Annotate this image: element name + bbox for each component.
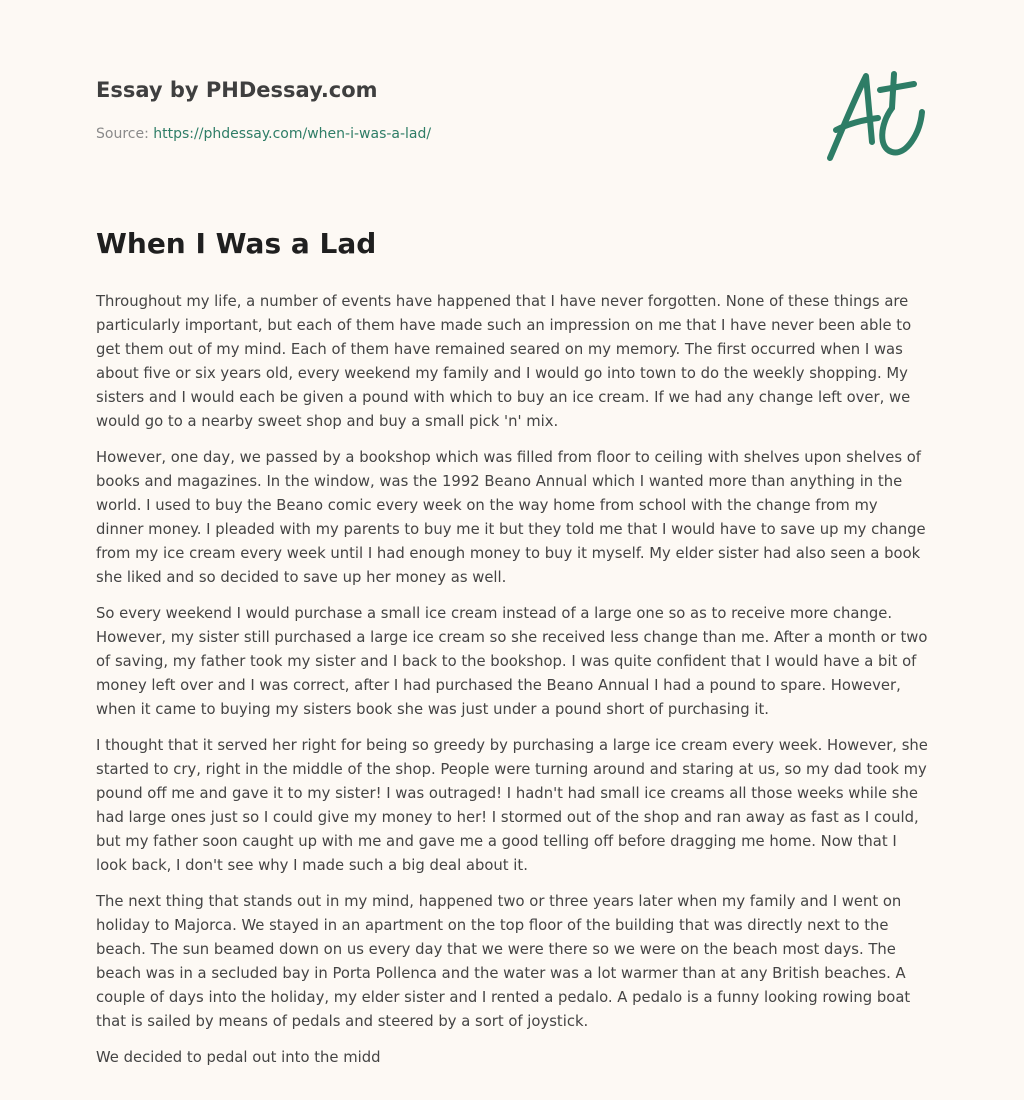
essay-paragraph: I thought that it served her right for being so greedy by purchasing a large ice cream every week. However, she started to cry, right in the middle of the shop. People were turning around and staring at us, so my dad took my pound off me and gave it to my sister! I was outraged! I hadn't had small ice creams all those weeks while she had large ones just so I could give my money to her! I stormed out of the shop and ran away as fast as I could, but my father soon caught up with me and gave me a good telling off before dragging me home. Now that I look back, I don't see why I made such a big deal about it. (96, 737, 928, 874)
essay-paragraph: So every weekend I would purchase a small ice cream instead of a large one so as to receive more change. However, my sister still purchased a large ice cream so she received less change than me. After a month or two of saving, my father took my sister and I back to the bookshop. I was quite confident that I would have a bit of money left over and I was correct, after I had purchased the Beano Annual I had a pound to spare. However, when it came to buying my sisters book she was just under a pound short of purchasing it. (96, 605, 928, 718)
essay-paragraph: Throughout my life, a number of events have happened that I have never forgotten. None of these things are particularly important, but each of them have made such an impression on me that I have never been able to get them out of my mind. Each of them have remained seared on my memory. The first occurred when I was about five or six years old, every weekend my family and I would go into town to do the weekly shopping. My sisters and I would each be given a pound with which to buy an ice cream. If we had any change left over, we would go to a nearby sweet shop and buy a small pick 'n' mix. (96, 293, 912, 430)
essay-body (96, 224, 928, 1082)
brand-title: Essay by PHDessay.com (96, 78, 378, 102)
essay-paragraph: We decided to pedal out into the midd (96, 1049, 381, 1066)
essay-header (96, 76, 796, 144)
source-line (96, 124, 796, 144)
source-link[interactable]: https://phdessay.com/when-i-was-a-lad/ (153, 126, 432, 142)
source-label: Source: (96, 126, 154, 142)
a-plus-grade-icon (822, 68, 928, 166)
essay-paragraph: The next thing that stands out in my mind, happened two or three years later when my family and I went on holiday to Majorca. We stayed in an apartment on the top floor of the building that was directly next to the beach. The sun beamed down on us every day that we were there so we were on the beach most days. The beach was in a secluded bay in Porta Pollenca and the water was a lot warmer than at any British beaches. A couple of days into the holiday, my elder sister and I rented a pedalo. A pedalo is a funny looking rowing boat that is sailed by means of pedals and steered by a sort of joystick. (96, 893, 911, 1030)
essay-title: When I Was a Lad (96, 227, 377, 260)
essay-paragraph: However, one day, we passed by a bookshop which was filled from floor to ceiling with shelves upon shelves of books and magazines. In the window, was the 1992 Beano Annual which I wanted more than anything in the world. I used to buy the Beano comic every week on the way home from school with the change from my dinner money. I pleaded with my parents to buy me it but they told me that I would have to save up my change from my ice cream every week until I had enough money to buy it myself. My elder sister had also seen a book she liked and so decided to save up her money as well. (96, 449, 926, 586)
